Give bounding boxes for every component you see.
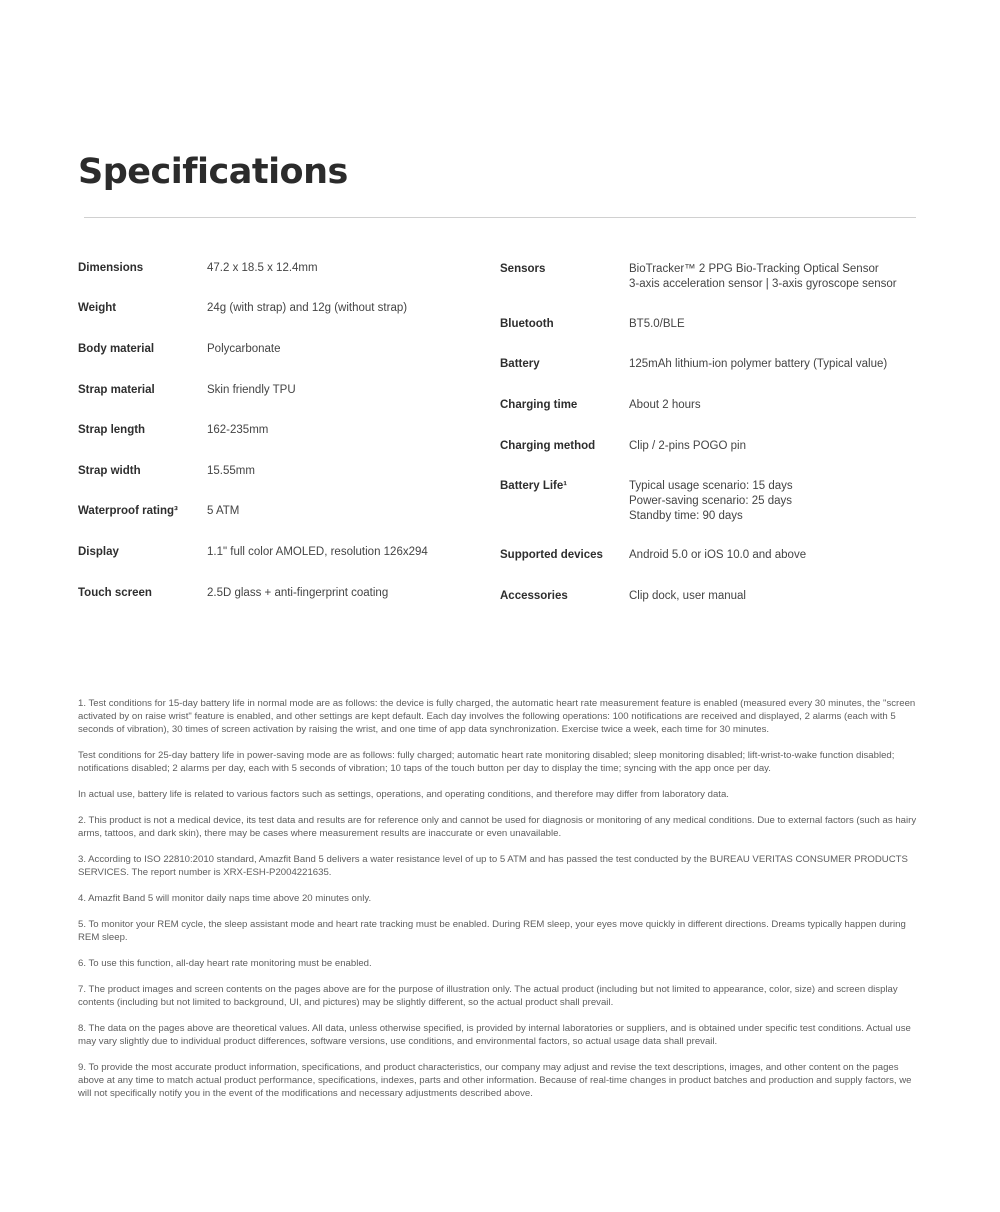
footnote-paragraph: 7. The product images and screen contents on the pages above are for the purpose of illustration only. The actual product (including but not limited to appearance, color, size) and screen display contents (including but not limited to background, UI, and pictures) may be slightly different, so the actual product shall prevail. [78,984,898,1008]
spec-value: 24g (with strap) and 12g (without strap) [207,302,408,314]
spec-label: Body material [78,343,155,355]
spec-value: 1.1" full color AMOLED, resolution 126x294 [207,546,428,558]
footnote-paragraph: In actual use, battery life is related to various factors such as settings, operations, and operating conditions, and therefore may differ from laboratory data. [78,789,729,800]
spec-value: About 2 hours [629,399,701,411]
footnote-paragraph: 8. The data on the pages above are theoretical values. All data, unless otherwise specified, is provided by internal laboratories or suppliers, and is obtained under specific test conditions. Actual use may vary slightly due to individual product differences, software versions, use conditions, and environmental factors, so actual usage data shall prevail. [78,1023,911,1047]
spec-label: Strap length [78,424,146,436]
spec-label: Battery Life¹ [500,480,568,492]
spec-label: Strap width [78,465,141,477]
spec-value: 2.5D glass + anti-fingerprint coating [207,587,389,599]
spec-label: Battery [500,358,540,370]
footnote-paragraph: 4. Amazfit Band 5 will monitor daily naps time above 20 minutes only. [78,893,372,904]
spec-label: Waterproof rating³ [78,505,178,517]
footnote-paragraph: 5. To monitor your REM cycle, the sleep assistant mode and heart rate tracking must be enabled. During REM sleep, your eyes move quickly in different directions. Dreams typically happen during REM sleep. [78,919,906,943]
spec-label: Accessories [500,590,568,602]
spec-label: Weight [78,302,117,314]
footnote-paragraph: 3. According to ISO 22810:2010 standard, Amazfit Band 5 delivers a water resistance level of up to 5 ATM and has passed the test conducted by the BUREAU VERITAS CONSUMER PRODUCTS SERVICES. The report number is XRX-ESH-P2004221635. [78,854,908,878]
page-title: Specifications [78,152,348,192]
spec-value: 125mAh lithium-ion polymer battery (Typical value) [629,358,888,370]
spec-label: Display [78,546,119,558]
spec-value: BT5.0/BLE [629,318,685,330]
spec-label: Bluetooth [500,318,554,330]
spec-label: Supported devices [500,549,603,561]
spec-label: Dimensions [78,262,144,274]
spec-value: Android 5.0 or iOS 10.0 and above [629,549,807,561]
spec-label: Touch screen [78,587,152,599]
footnotes [78,697,923,1113]
spec-value: 5 ATM [207,505,240,517]
spec-label: Sensors [500,263,546,275]
spec-label: Charging time [500,399,578,411]
spec-label: Strap material [78,384,155,396]
title-divider [84,217,916,218]
spec-value: 162-235mm [207,424,269,436]
spec-value: 47.2 x 18.5 x 12.4mm [207,262,318,274]
spec-label: Charging method [500,440,596,452]
spec-value: Clip / 2-pins POGO pin [629,440,746,452]
footnote-paragraph: 1. Test conditions for 15-day battery life in normal mode are as follows: the device is fully charged, the automatic heart rate measurement feature is enabled (measured every 30 minutes, the "screen activated by on raise wrist" feature is enabled, and other settings are kept default. Each day involves the following operations: 100 notifications are received and displayed, 2 alarms (each with 5 seconds of vibration), 30 times of screen activation by raising the wrist, and one time of app data synchronization. Exercise twice a week, each time for 30 minutes. [78,698,916,735]
spec-value: BioTracker™ 2 PPG Bio-Tracking Optical Sensor 3-axis acceleration sensor | 3-axis gyroscope sensor [629,263,897,290]
footnote-paragraph: 9. To provide the most accurate product information, specifications, and product characteristics, our company may adjust and revise the text descriptions, images, and other content on the pages above at any time to match actual product performance, specifications, indexes, parts and other information. Because of real-time changes in product batches and production and supply factors, we will not specifically notify you in the event of the modifications and necessary adjustments described above. [78,1062,912,1099]
footnote-paragraph: 2. This product is not a medical device, its test data and results are for reference only and cannot be used for diagnosis or monitoring of any medical conditions. Due to external factors (such as hairy arms, tattoos, and dark skin), there may be cases where measurement results are inaccurate or even unavailable. [78,815,917,839]
spec-value: Typical usage scenario: 15 days Power-saving scenario: 25 days Standby time: 90 days [629,480,793,522]
spec-value: 15.55mm [207,465,255,477]
footnote-paragraph: Test conditions for 25-day battery life in power-saving mode are as follows: fully charged; automatic heart rate monitoring disabled; sleep monitoring disabled; lift-wrist-to-wake function disabled; notifications disabled; 2 alarms per day, each with 5 seconds of vibration; 10 taps of the touch button per day to display the time; syncing with the app once per day. [78,750,895,774]
spec-value: Skin friendly TPU [207,384,296,396]
footnote-paragraph: 6. To use this function, all-day heart rate monitoring must be enabled. [78,958,372,969]
spec-value: Polycarbonate [207,343,281,355]
spec-value: Clip dock, user manual [629,590,746,602]
